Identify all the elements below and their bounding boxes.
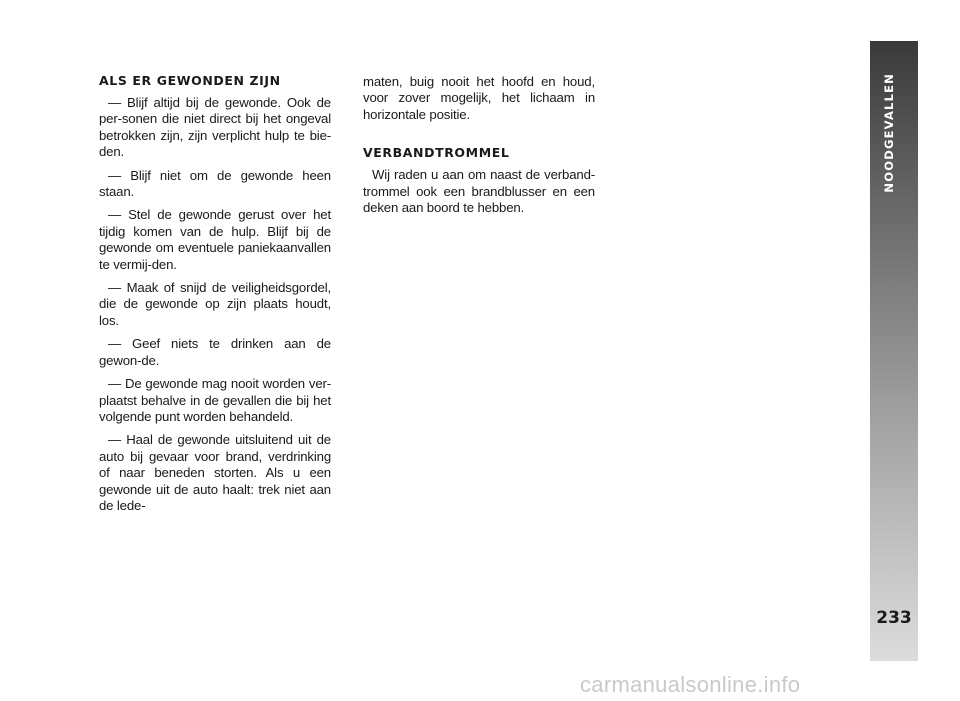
section-sidebar: [870, 41, 918, 661]
paragraph-continuation: maten, buig nooit het hoofd en houd, voor zover mogelijk, het lichaam in horizontale positie.: [363, 74, 595, 122]
paragraph: — Haal de gewonde uitsluitend uit de auto bij gevaar voor brand, verdrinking of naar beneden storten. Als u een gewonde uit de auto haalt: trek niet aan de lede-: [99, 432, 331, 513]
right-column: [363, 74, 595, 223]
page-number: 233: [876, 608, 912, 628]
section-heading-injured: ALS ER GEWONDEN ZIJN: [99, 73, 281, 88]
paragraph: — Stel de gewonde gerust over het tijdig komen van de hulp. Blijf bij de gewonde om eventuele paniekaanvallen te vermij-den.: [99, 207, 331, 272]
section-heading-first-aid-kit: VERBANDTROMMEL: [363, 145, 510, 161]
paragraph: — Geef niets te drinken aan de gewon-de.: [99, 336, 331, 368]
paragraph: — Blijf niet om de gewonde heen staan.: [99, 167, 331, 200]
paragraph: Wij raden u aan om naast de verband-trommel ook een brandblusser en een deken aan boord te hebben.: [363, 167, 595, 216]
sidebar-section-title: NOODGEVALLEN: [882, 73, 896, 193]
paragraph: — Blijf altijd bij de gewonde. Ook de per-sonen die niet direct bij het ongeval betrokken zijn, zijn verplicht hulp te bie-den.: [99, 95, 331, 160]
paragraph: — Maak of snijd de veiligheidsgordel, die de gewonde op zijn plaats houdt, los.: [99, 280, 331, 328]
watermark: carmanualsonline.info: [580, 672, 801, 697]
paragraph: — De gewonde mag nooit worden ver-plaatst behalve in de gevallen die bij het volgende punt worden behandeld.: [99, 376, 331, 424]
left-column: [99, 73, 331, 521]
